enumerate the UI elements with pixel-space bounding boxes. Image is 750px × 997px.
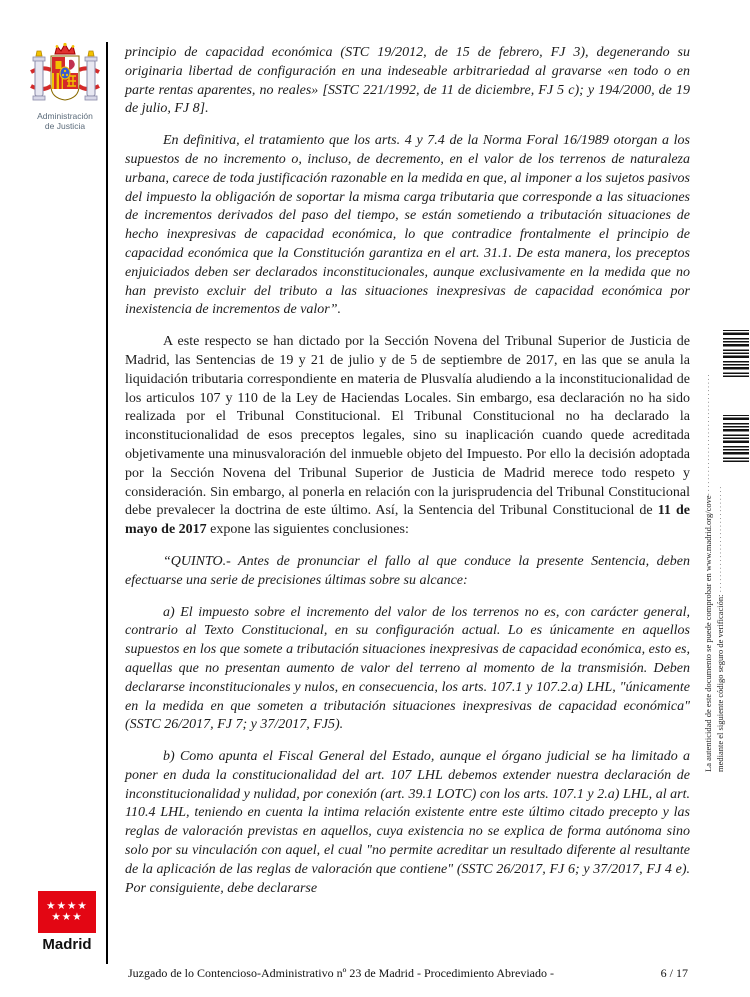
madrid-stars-row1: ★★★★: [46, 901, 88, 912]
verification-note: [703, 327, 727, 772]
document-paragraph: a) El impuesto sobre el incremento del valor de los terrenos no es, con carácter general, contrario al Texto Constitucional, en su configuración actual. Lo es únicamente en aquellos supuestos en los que somete a tributación situaciones inexpresivas de capacidad económica, esto es, aquellas que no presentan aumento de valor del terreno al momento de la transmisión. Deben declararse inconstitucionales y nulos, en consecuencia, los arts. 107.1 y 107.2.a) LHL, "únicamente en la medida en que someten a tributación situaciones inexpresivas de capacidad económica" (SSTC 26/2017, FJ 7; y 37/2017, FJ5).: [125, 604, 690, 733]
document-paragraph: “QUINTO.- Antes de pronunciar el fallo al que conduce la presente Sentencia, deben efectuarse una serie de precisiones últimas sobre su alcance:: [125, 553, 690, 588]
document-paragraph: En definitiva, el tratamiento que los arts. 4 y 7.4 de la Norma Foral 16/1989 otorgan a los supuestos de no incremento o, incluso, de decremento, en el valor de los terrenos de naturaleza urbana, carece de toda justificación razonable en la medida en que, al imponer a los sujetos pasivos del impuesto la obligación de soportar la misma carga tributaria que corresponde a las situaciones de incrementos derivados del paso del tiempo, se están sometiendo a tributación situaciones de hecho inexpresivas de capacidad económica, lo que contradice frontalmente el principio de capacidad económica que la Constitución garantiza en el art. 31.1. De esta manera, los preceptos enjuiciados deben ser declarados inconstitucionales, aunque exclusivamente en la medida que no han previsto excluir del tributo a las situaciones inexpresivas de capacidad económica por inexistencia de incrementos de valor”.: [125, 133, 690, 318]
verification-code2: ····························: [717, 485, 725, 593]
document-paragraph: principio de capacidad económica (STC 19/2012, de 15 de febrero, FJ 3), degenerando su originaria libertad de configuración en una indeseable arbitrariedad al gravarse «en todo o en parte rentas aparentes, no reales» [SSTC 221/1992, de 11 de diciembre, FJ 5 c); y 194/2000, de 19 de julio, FJ 8].: [125, 45, 690, 117]
document-paragraph: b) Como apunta el Fiscal General del Estado, aunque el órgano judicial se ha limitado a poner en duda la constitucionalidad del art. 107 LHL debemos extender nuestra declaración de inconstitucionalidad y nulidad, por conexión (art. 39.1 LOTC) con los arts. 107.1 y 2.a) LHL, al art. 110.4 LHL, teniendo en cuenta la intima relación existente entre este último citado precepto y las reglas de valoración previstas en aquellos, cuya existencia no se explica de forma autónoma sino solo por su vinculación con aquel, el cual "no permite acreditar un resultado diferente al resultante de la aplicación de las reglas de valoración que contiene" (SSTC 26/2017, FJ 6; y 37/2017, FJ 4 e). Por consiguiente, debe declararse: [125, 749, 690, 896]
madrid-label: Madrid: [42, 936, 92, 953]
logo-caption: [22, 111, 108, 131]
madrid-community-logo: [36, 891, 98, 953]
logo-caption-line1: Administración: [37, 111, 93, 121]
document-paragraph: A este respecto se han dictado por la Sección Novena del Tribunal Superior de Justicia de Madrid, las Sentencias de 19 y 21 de julio y de 5 de septiembre de 2017, en las que se anula la liquidación tributaria correspondiente en materia de Plusvalía aludiendo a la inconstitucionalidad de los articulos 107 y 110 de la Ley de Haciendas Locales. Sin embargo, esa declaración no ha sido realizada por el Tribunal Constitucional. El Tribunal Constitucional no ha declarado la inconstitucionalidad de esos preceptos legales, sino su inaplicación cuando quede acreditada objetivamente una minusvaloración del inmueble objeto del Impuesto. Por ello la decisión adoptada por la Sección Novena del Tribunal Superior de Justicia de Madrid merece todo respeto y consideración. Sin embargo, al ponerla en relación con la jurisprudencia del Tribunal Constitucional debe prevalecer la doctrina de este último. Así, la Sentencia del Tribunal Constitucional de 11 de mayo de 2017 expone las siguientes conclusiones:: [125, 334, 690, 538]
footer-court-label: Juzgado de lo Contencioso-Administrativo nº 23 de Madrid - Procedimiento Abreviado -: [128, 966, 554, 980]
document-body: [125, 44, 690, 911]
madrid-stars-row2: ★★★: [51, 912, 83, 923]
verification-code1: ································: [705, 372, 713, 496]
spain-coat-of-arms-icon: [29, 42, 101, 104]
justice-administration-logo: [22, 42, 108, 131]
verification-line2: mediante el siguiente código seguro de verificación: ····························: [715, 485, 725, 772]
logo-caption-line2: de Justicia: [44, 121, 86, 131]
margin-divider-line: [106, 42, 108, 964]
page-footer: [128, 966, 688, 981]
footer-page-number: 6 / 17: [660, 966, 688, 980]
madrid-flag-icon: [38, 891, 96, 933]
verification-line1: La autenticidad de este documento se puede comprobar en www.madrid.org/cove································: [703, 372, 713, 772]
